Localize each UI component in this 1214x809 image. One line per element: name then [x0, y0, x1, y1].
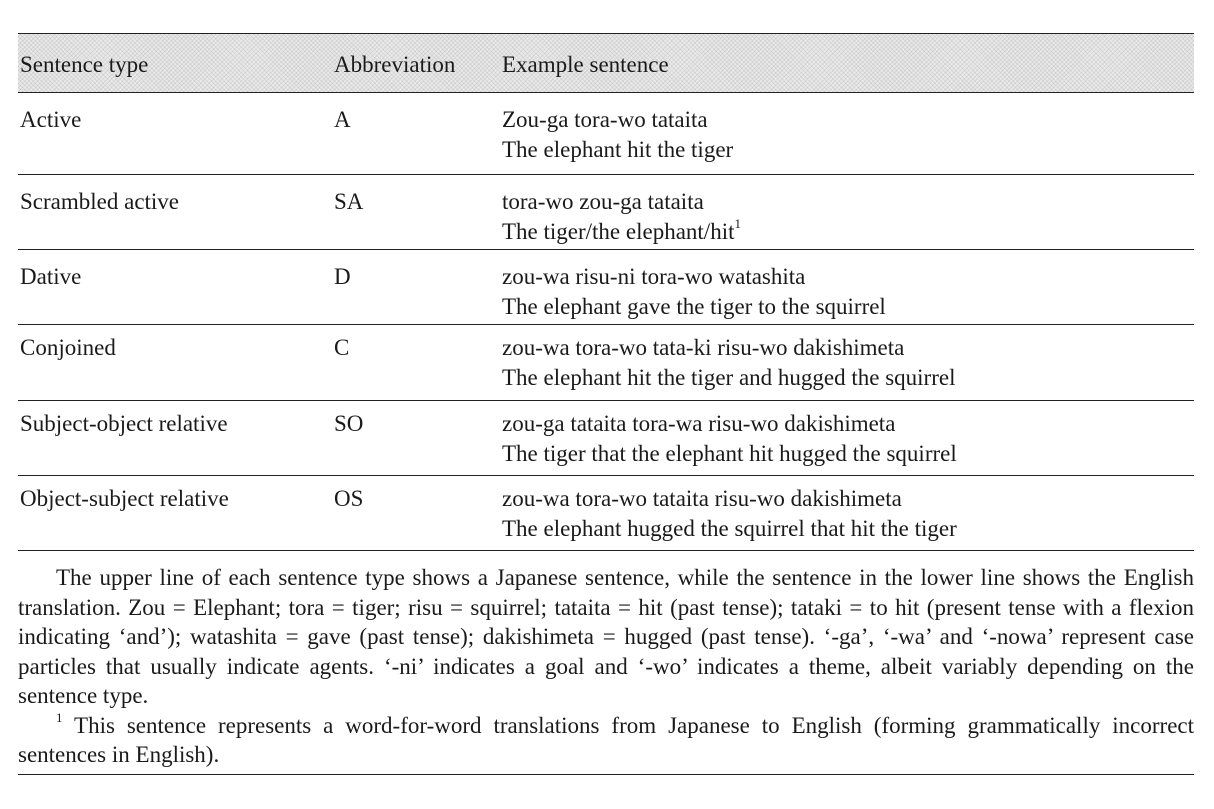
english-translation: The elephant hit the tiger and hugged the squirrel	[502, 365, 956, 390]
row-sentence-type: Object-subject relative	[20, 486, 229, 511]
footnote-text: This sentence represents a word-for-word translations from Japanese to English (forming grammatically incorrect sentences in English).	[18, 712, 1194, 767]
row-abbreviation: A	[334, 107, 351, 132]
english-translation: The elephant gave the tiger to the squirrel	[502, 294, 886, 319]
row-example	[502, 187, 741, 247]
footnote-marker: 1	[734, 216, 741, 232]
header-sentence-type: Sentence type	[20, 52, 149, 77]
row-abbreviation: SO	[334, 411, 364, 436]
japanese-sentence: Zou-ga tora-wo tataita	[502, 107, 708, 132]
row-abbreviation: OS	[334, 486, 364, 511]
row-abbreviation: SA	[334, 189, 364, 214]
row-abbreviation: C	[334, 335, 350, 360]
row-example	[502, 262, 886, 322]
row-sentence-type: Dative	[20, 264, 82, 289]
table-row	[18, 325, 1194, 401]
row-example	[502, 409, 957, 469]
japanese-sentence: tora-wo zou-ga tataita	[502, 189, 704, 214]
english-translation: The tiger/the elephant/hit	[502, 219, 735, 244]
footnote	[18, 711, 1194, 770]
table-notes	[18, 563, 1194, 770]
japanese-sentence: zou-wa risu-ni tora-wo watashita	[502, 264, 806, 289]
table-row	[18, 93, 1194, 175]
header-example-sentence: Example sentence	[502, 52, 669, 77]
table-row	[18, 175, 1194, 250]
english-translation: The tiger that the elephant hit hugged the squirrel	[502, 441, 957, 466]
footnote-marker: 1	[56, 709, 63, 725]
row-example	[502, 333, 955, 393]
table-row	[18, 401, 1194, 476]
row-sentence-type: Active	[20, 107, 82, 132]
english-translation: The elephant hit the tiger	[502, 137, 734, 162]
notes-paragraph: The upper line of each sentence type shows a Japanese sentence, while the sentence in the lower line shows the English translation. Zou = Elephant; tora = tiger; risu = squirrel; tataita = hit (past tense); tataki = to hit (present tense with a flexion indicating ‘and’); watashita = gave (past tense); dakishimeta = hugged (past tense). ‘-ga’, ‘-wa’ and ‘-nowa’ represent case particles that usually indicate agents. ‘-ni’ indicates a goal and ‘-wo’ indicates a theme, albeit variably depending on the sentence type.	[18, 565, 1194, 708]
table-bottom-rule	[18, 774, 1194, 775]
table-row	[18, 476, 1194, 551]
english-translation: The elephant hugged the squirrel that hit the tiger	[502, 516, 957, 541]
japanese-sentence: zou-wa tora-wo tataita risu-wo dakishimeta	[502, 486, 902, 511]
japanese-sentence: zou-wa tora-wo tata-ki risu-wo dakishimeta	[502, 335, 905, 360]
row-example	[502, 105, 733, 165]
row-sentence-type: Conjoined	[20, 335, 116, 360]
table-header	[18, 34, 1194, 93]
japanese-sentence: zou-ga tataita tora-wa risu-wo dakishimeta	[502, 411, 896, 436]
row-sentence-type: Scrambled active	[20, 189, 180, 214]
header-abbreviation: Abbreviation	[334, 52, 456, 77]
row-sentence-type: Subject-object relative	[20, 411, 228, 436]
row-example	[502, 484, 957, 544]
row-abbreviation: D	[334, 264, 351, 289]
table-row	[18, 250, 1194, 325]
